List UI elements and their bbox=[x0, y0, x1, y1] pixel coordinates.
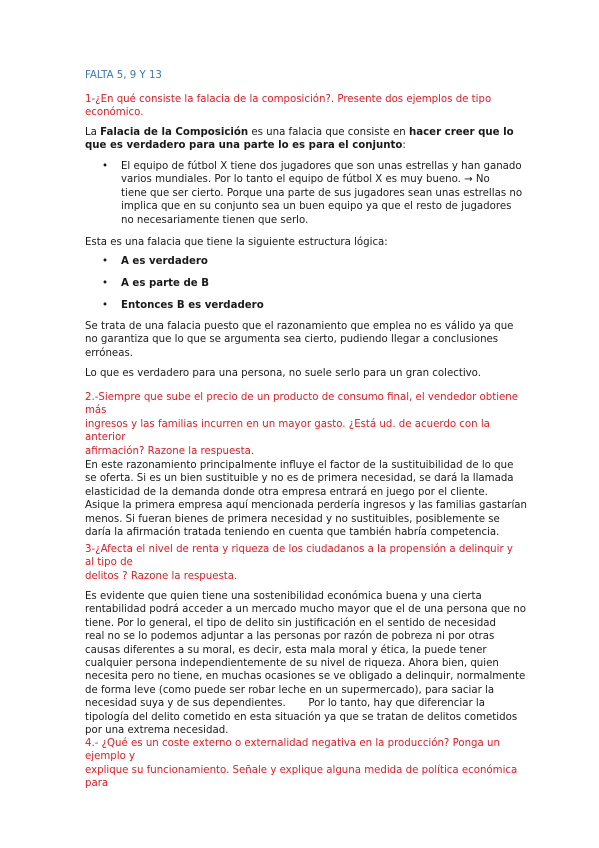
term-falacia: Falacia de la Composición bbox=[100, 127, 249, 138]
fallacy-explanation: Se trata de una falacia puesto que el razonamiento que emplea no es válido ya que no garantiza que lo que se argumenta sea cierto, pudiendo llegar a conclusiones erróneas. bbox=[85, 321, 514, 359]
example-list bbox=[100, 160, 523, 227]
list-item: • A es parte de B bbox=[102, 278, 209, 289]
question-1-line: 1-¿En qué consiste la falacia de la composición?. Presente dos ejemplos de tipo bbox=[85, 94, 492, 105]
term-definition: hacer creer que lo que es verdadero para una parte lo es para el conjunto bbox=[85, 127, 514, 152]
answer-2: En este razonamiento principalmente influye el factor de la sustituibilidad de lo que se oferta. Si es un bien sustituible y no es de primera necesidad, se dará la llamada elasticidad de la demanda donde otra empresa entrará en juego por el cliente. Asique la primera empresa aquí mencionada perdería ingresos y las familias gastarían menos. Si fueran bienes de primera necesidad y no sustituibles, posiblemente se daría la afirmación tratada teniendo en cuenta que también habría competencia. bbox=[85, 460, 528, 539]
list-item: • Entonces B es verdadero bbox=[102, 300, 264, 311]
question-1 bbox=[85, 93, 515, 120]
bullet-icon: • bbox=[102, 300, 109, 311]
bullet-icon: • bbox=[102, 278, 109, 289]
question-3: 3-¿Afecta el nivel de renta y riqueza de los ciudadanos a la propensión a delinquir y al tipo de delitos ? Razone la respuesta. bbox=[85, 544, 513, 582]
bullet-icon: • bbox=[102, 161, 109, 172]
logic-list bbox=[100, 255, 520, 321]
definition-paragraph: La Falacia de la Composición es una falacia que consiste en hacer creer que lo que es verdadero para una parte lo es para el conjunto: bbox=[85, 127, 514, 152]
header-faltas: FALTA 5, 9 Y 13 bbox=[85, 70, 162, 81]
conclusion-paragraph: Lo que es verdadero para una persona, no suele serlo para un gran colectivo. bbox=[85, 368, 481, 379]
question-1-line: económico. bbox=[85, 107, 144, 119]
list-item: • A es verdadero bbox=[102, 256, 208, 267]
list-item: • El equipo de fútbol X tiene dos jugadores que son unas estrellas y han ganado varios mundiales. Por lo tanto el equipo de fútbol X es muy bueno. → No tiene que ser cierto. Porque una parte de sus jugadores sean unas estrellas no implica que en su conjunto sea un buen equipo ya que el resto de jugadores no necesariamente tienen que serlo. bbox=[102, 161, 523, 226]
answer-3: Es evidente que quien tiene una sostenibilidad económica buena y una cierta rentabilidad podrá acceder a un mercado mucho mayor que el de una persona que no tiene. Por lo general, el tipo de delito sin justificación en el sentido de necesidad real no se lo podemos adjuntar a las personas por razón de pobreza ni por otras causas diferentes a su moral, es decir, esta mala moral y ética, la puede tener cualquier persona independientemente de su nivel de riqueza. Ahora bien, quien necesita pero no tiene, en muchas ocasiones se ve obligado a delinquir, normalmente de forma leve (como puede ser robar leche en un supermercado), para saciar la necesidad suya y de sus dependientes. Por lo tanto, hay que diferenciar la tipología del delito cometido en esta situación ya que se tratan de delitos cometidos por una extrema necesidad. bbox=[85, 591, 526, 737]
question-2: 2.-Siempre que sube el precio de un producto de consumo final, el vendedor obtiene más ingresos y las familias incurren en un mayor gasto. ¿Está ud. de acuerdo con la anterior afirmación? Razone la respuesta. bbox=[85, 392, 519, 457]
question-4: 4.- ¿Qué es un coste externo o externalidad negativa en la producción? Ponga un ejemplo y explique su funcionamiento. Señale y explique alguna medida de política económica para bbox=[85, 738, 518, 790]
structure-intro: Esta es una falacia que tiene la siguiente estructura lógica: bbox=[85, 237, 388, 248]
bullet-icon: • bbox=[102, 256, 109, 267]
